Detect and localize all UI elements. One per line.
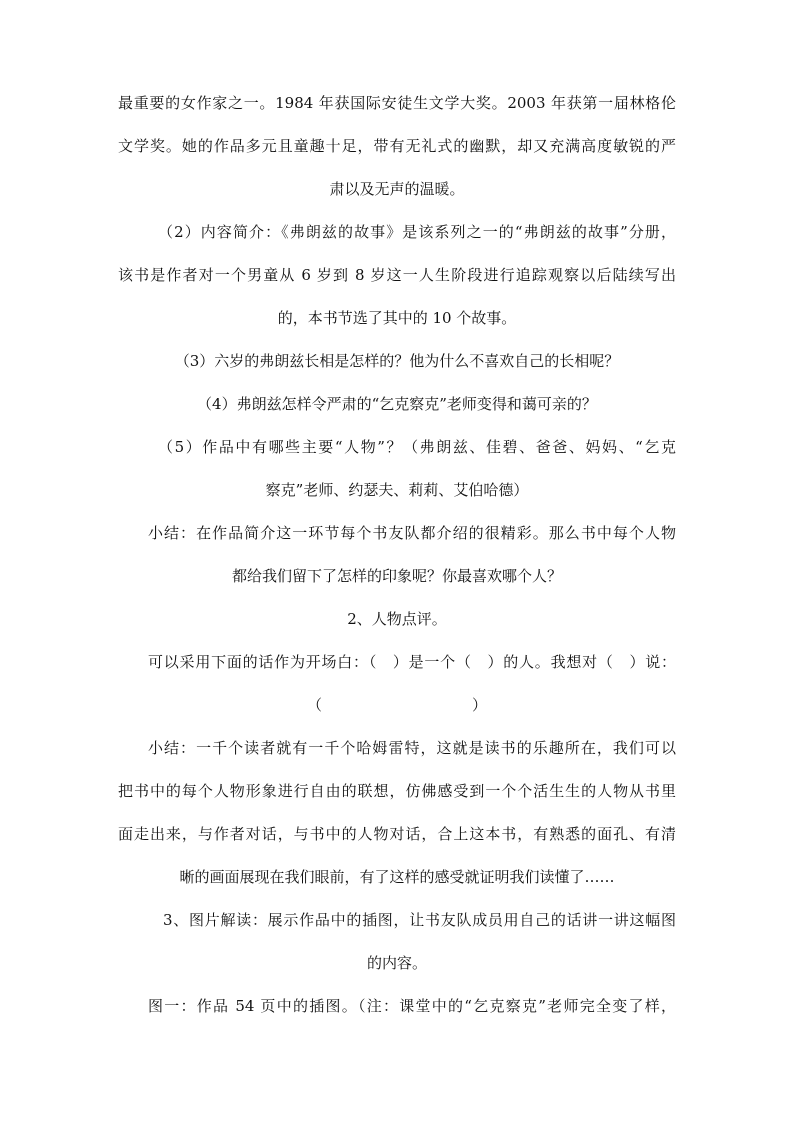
summary-line: 小结：在作品简介这一环节每个书友队都介绍的很精彩。那么书中每个人物 bbox=[148, 524, 676, 542]
summary-line: 小结：一千个读者就有一千个哈姆雷特，这就是读书的乐趣所在，我们可以 bbox=[148, 739, 676, 757]
paragraph-line: 的内容。 bbox=[366, 954, 427, 972]
summary-line: 把书中的每个人物形象进行自由的联想，仿佛感受到一个个活生生的人物从书里 bbox=[118, 782, 676, 800]
paragraph-line: （2）内容简介：《弗朗兹的故事》是该系列之一的“弗朗兹的故事”分册， bbox=[158, 223, 676, 241]
section-heading: 3、图片解读：展示作品中的插图，让书友队成员用自己的话讲一讲这幅图 bbox=[163, 911, 676, 929]
question-line: （4）弗朗兹怎样令严肃的“乞克察克”老师变得和蔼可亲的？ bbox=[197, 395, 597, 413]
question-line: （3）六岁的弗朗兹长相是怎样的？他为什么不喜欢自己的长相呢？ bbox=[174, 352, 620, 370]
paragraph-line: 肃以及无声的温暖。 bbox=[329, 180, 465, 198]
paragraph-line: 的，本书节选了其中的 10 个故事。 bbox=[277, 309, 517, 327]
paragraph-line: 图一：作品 54 页中的插图。（注：课堂中的“乞克察克”老师完全变了样， bbox=[148, 997, 676, 1015]
paragraph-line: 该书是作者对一个男童从 6 岁到 8 岁这一人生阶段进行追踪观察以后陆续写出 bbox=[118, 266, 676, 284]
summary-line: 晰的画面展现在我们眼前，有了这样的感受就证明我们读懂了…… bbox=[179, 868, 615, 886]
summary-line: 都给我们留下了怎样的印象呢？你最喜欢哪个人？ bbox=[231, 567, 562, 585]
summary-line: 面走出来，与作者对话，与书中的人物对话，合上这本书，有熟悉的面孔、有清 bbox=[118, 825, 676, 843]
paragraph-line: 最重要的女作家之一。1984 年获国际安徒生文学大奖。2003 年获第一届林格伦 bbox=[118, 94, 676, 112]
blank-parenthesis-line: （ ） bbox=[306, 696, 487, 714]
paragraph-line: 文学奖。她的作品多元且童趣十足，带有无礼式的幽默，却又充满高度敏锐的严 bbox=[118, 137, 676, 155]
section-heading: 2、人物点评。 bbox=[347, 610, 447, 628]
paragraph-line: 可以采用下面的话作为开场白：（ ）是一个（ ）的人。我想对（ ）说： bbox=[148, 653, 676, 671]
question-line: （5）作品中有哪些主要“人物”？（弗朗兹、佳碧、爸爸、妈妈、“乞克 bbox=[158, 438, 676, 456]
question-line: 察克”老师、约瑟夫、莉莉、艾伯哈德） bbox=[265, 481, 529, 499]
